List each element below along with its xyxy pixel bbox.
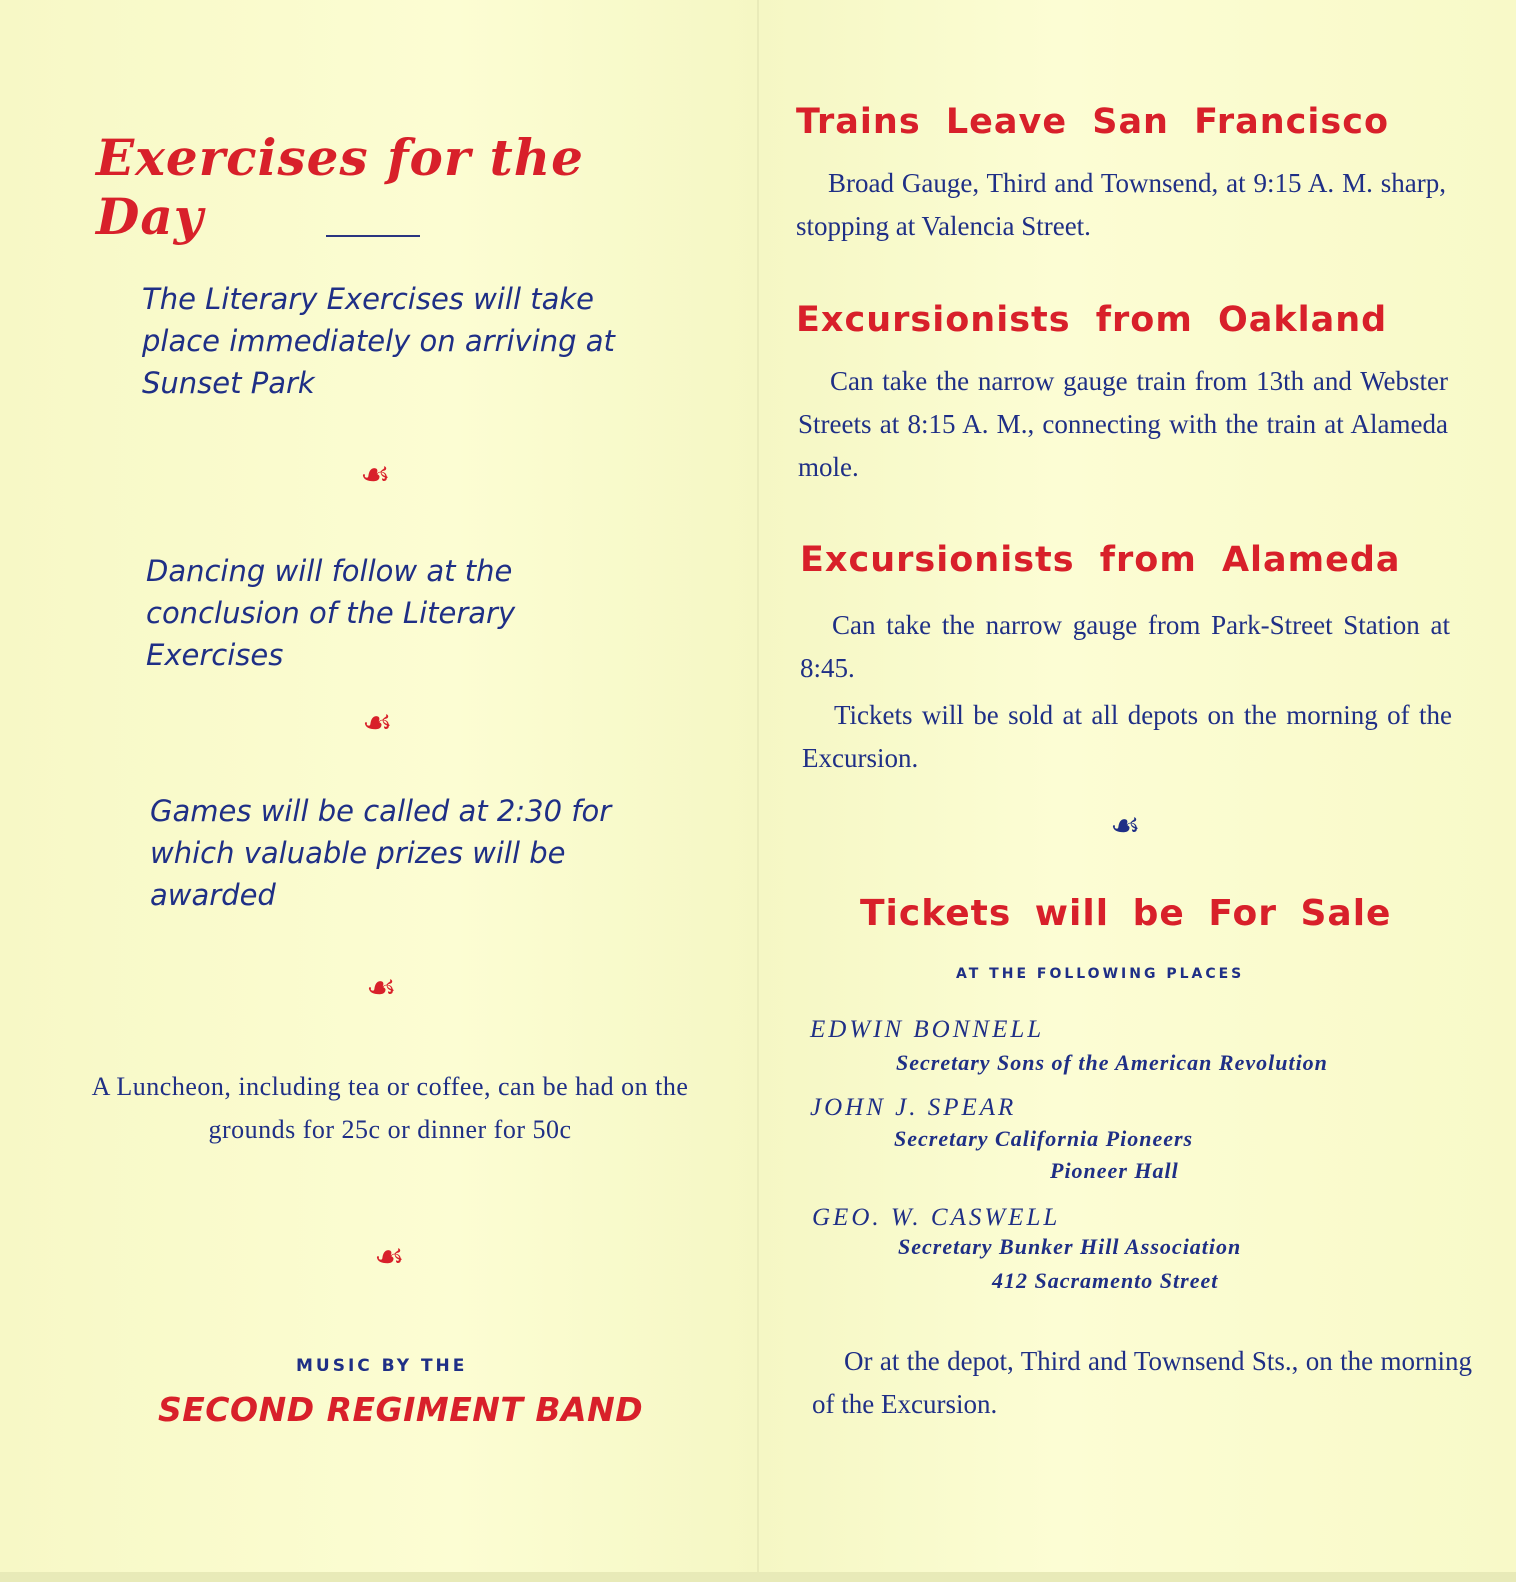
trains-heading: Trains Leave San Francisco bbox=[796, 102, 1389, 142]
agent-detail: Secretary California Pioneers bbox=[894, 1126, 1194, 1151]
agent-name: EDWIN BONNELL bbox=[810, 1016, 1045, 1043]
agent-detail: Secretary Bunker Hill Association bbox=[898, 1234, 1242, 1259]
ornament-icon: ☙ bbox=[360, 455, 391, 495]
alameda-heading: Excursionists from Alameda bbox=[800, 540, 1401, 580]
oakland-text: Can take the narrow gauge train from 13th and Webster Streets at 8:15 A. M., connecting with the train at Alameda mole. bbox=[798, 366, 1448, 482]
tickets-sold-text: Tickets will be sold at all depots on the morning of the Excursion. bbox=[802, 700, 1452, 773]
games-text: Games will be called at 2:30 for which valuable prizes will be awarded bbox=[150, 794, 612, 912]
dancing-text: Dancing will follow at the conclusion of the Literary Exercises bbox=[146, 554, 516, 672]
band-name: SECOND REGIMENT BAND bbox=[158, 1390, 644, 1429]
ornament-icon: ☙ bbox=[374, 1237, 405, 1277]
alameda-text: Can take the narrow gauge from Park-Street Station at 8:45. bbox=[800, 610, 1450, 683]
ornament-icon: ☙ bbox=[1110, 806, 1141, 846]
ornament-icon: ☙ bbox=[366, 968, 397, 1008]
closing-text: Or at the depot, Third and Townsend Sts., on the morning of the Excursion. bbox=[812, 1346, 1472, 1419]
trains-text: Broad Gauge, Third and Townsend, at 9:15 A. M. sharp, stopping at Valencia Street. bbox=[796, 168, 1446, 241]
title-divider bbox=[326, 235, 420, 237]
page-fold bbox=[757, 0, 759, 1582]
literary-exercises-text: The Literary Exercises will take place immediately on arriving at Sunset Park bbox=[142, 282, 615, 400]
page-bottom-edge bbox=[0, 1572, 1516, 1582]
agent-name: JOHN J. SPEAR bbox=[810, 1094, 1017, 1121]
music-by-label: MUSIC BY THE bbox=[296, 1356, 468, 1376]
agent-detail: 412 Sacramento Street bbox=[992, 1268, 1219, 1293]
right-panel bbox=[760, 0, 1516, 1582]
following-places-label: AT THE FOLLOWING PLACES bbox=[956, 966, 1245, 982]
agent-name: GEO. W. CASWELL bbox=[812, 1204, 1061, 1231]
agent-detail: Pioneer Hall bbox=[1050, 1158, 1179, 1183]
oakland-heading: Excursionists from Oakland bbox=[796, 300, 1388, 340]
agent-detail: Secretary Sons of the American Revolution bbox=[896, 1050, 1328, 1075]
ornament-icon: ☙ bbox=[362, 703, 393, 743]
tickets-sale-heading: Tickets will be For Sale bbox=[860, 893, 1392, 934]
luncheon-text: A Luncheon, including tea or coffee, can be had on the grounds for 25c or dinner for 50c bbox=[91, 1072, 689, 1144]
left-panel bbox=[0, 0, 757, 1582]
page-title: Exercises for the Day bbox=[96, 128, 584, 246]
